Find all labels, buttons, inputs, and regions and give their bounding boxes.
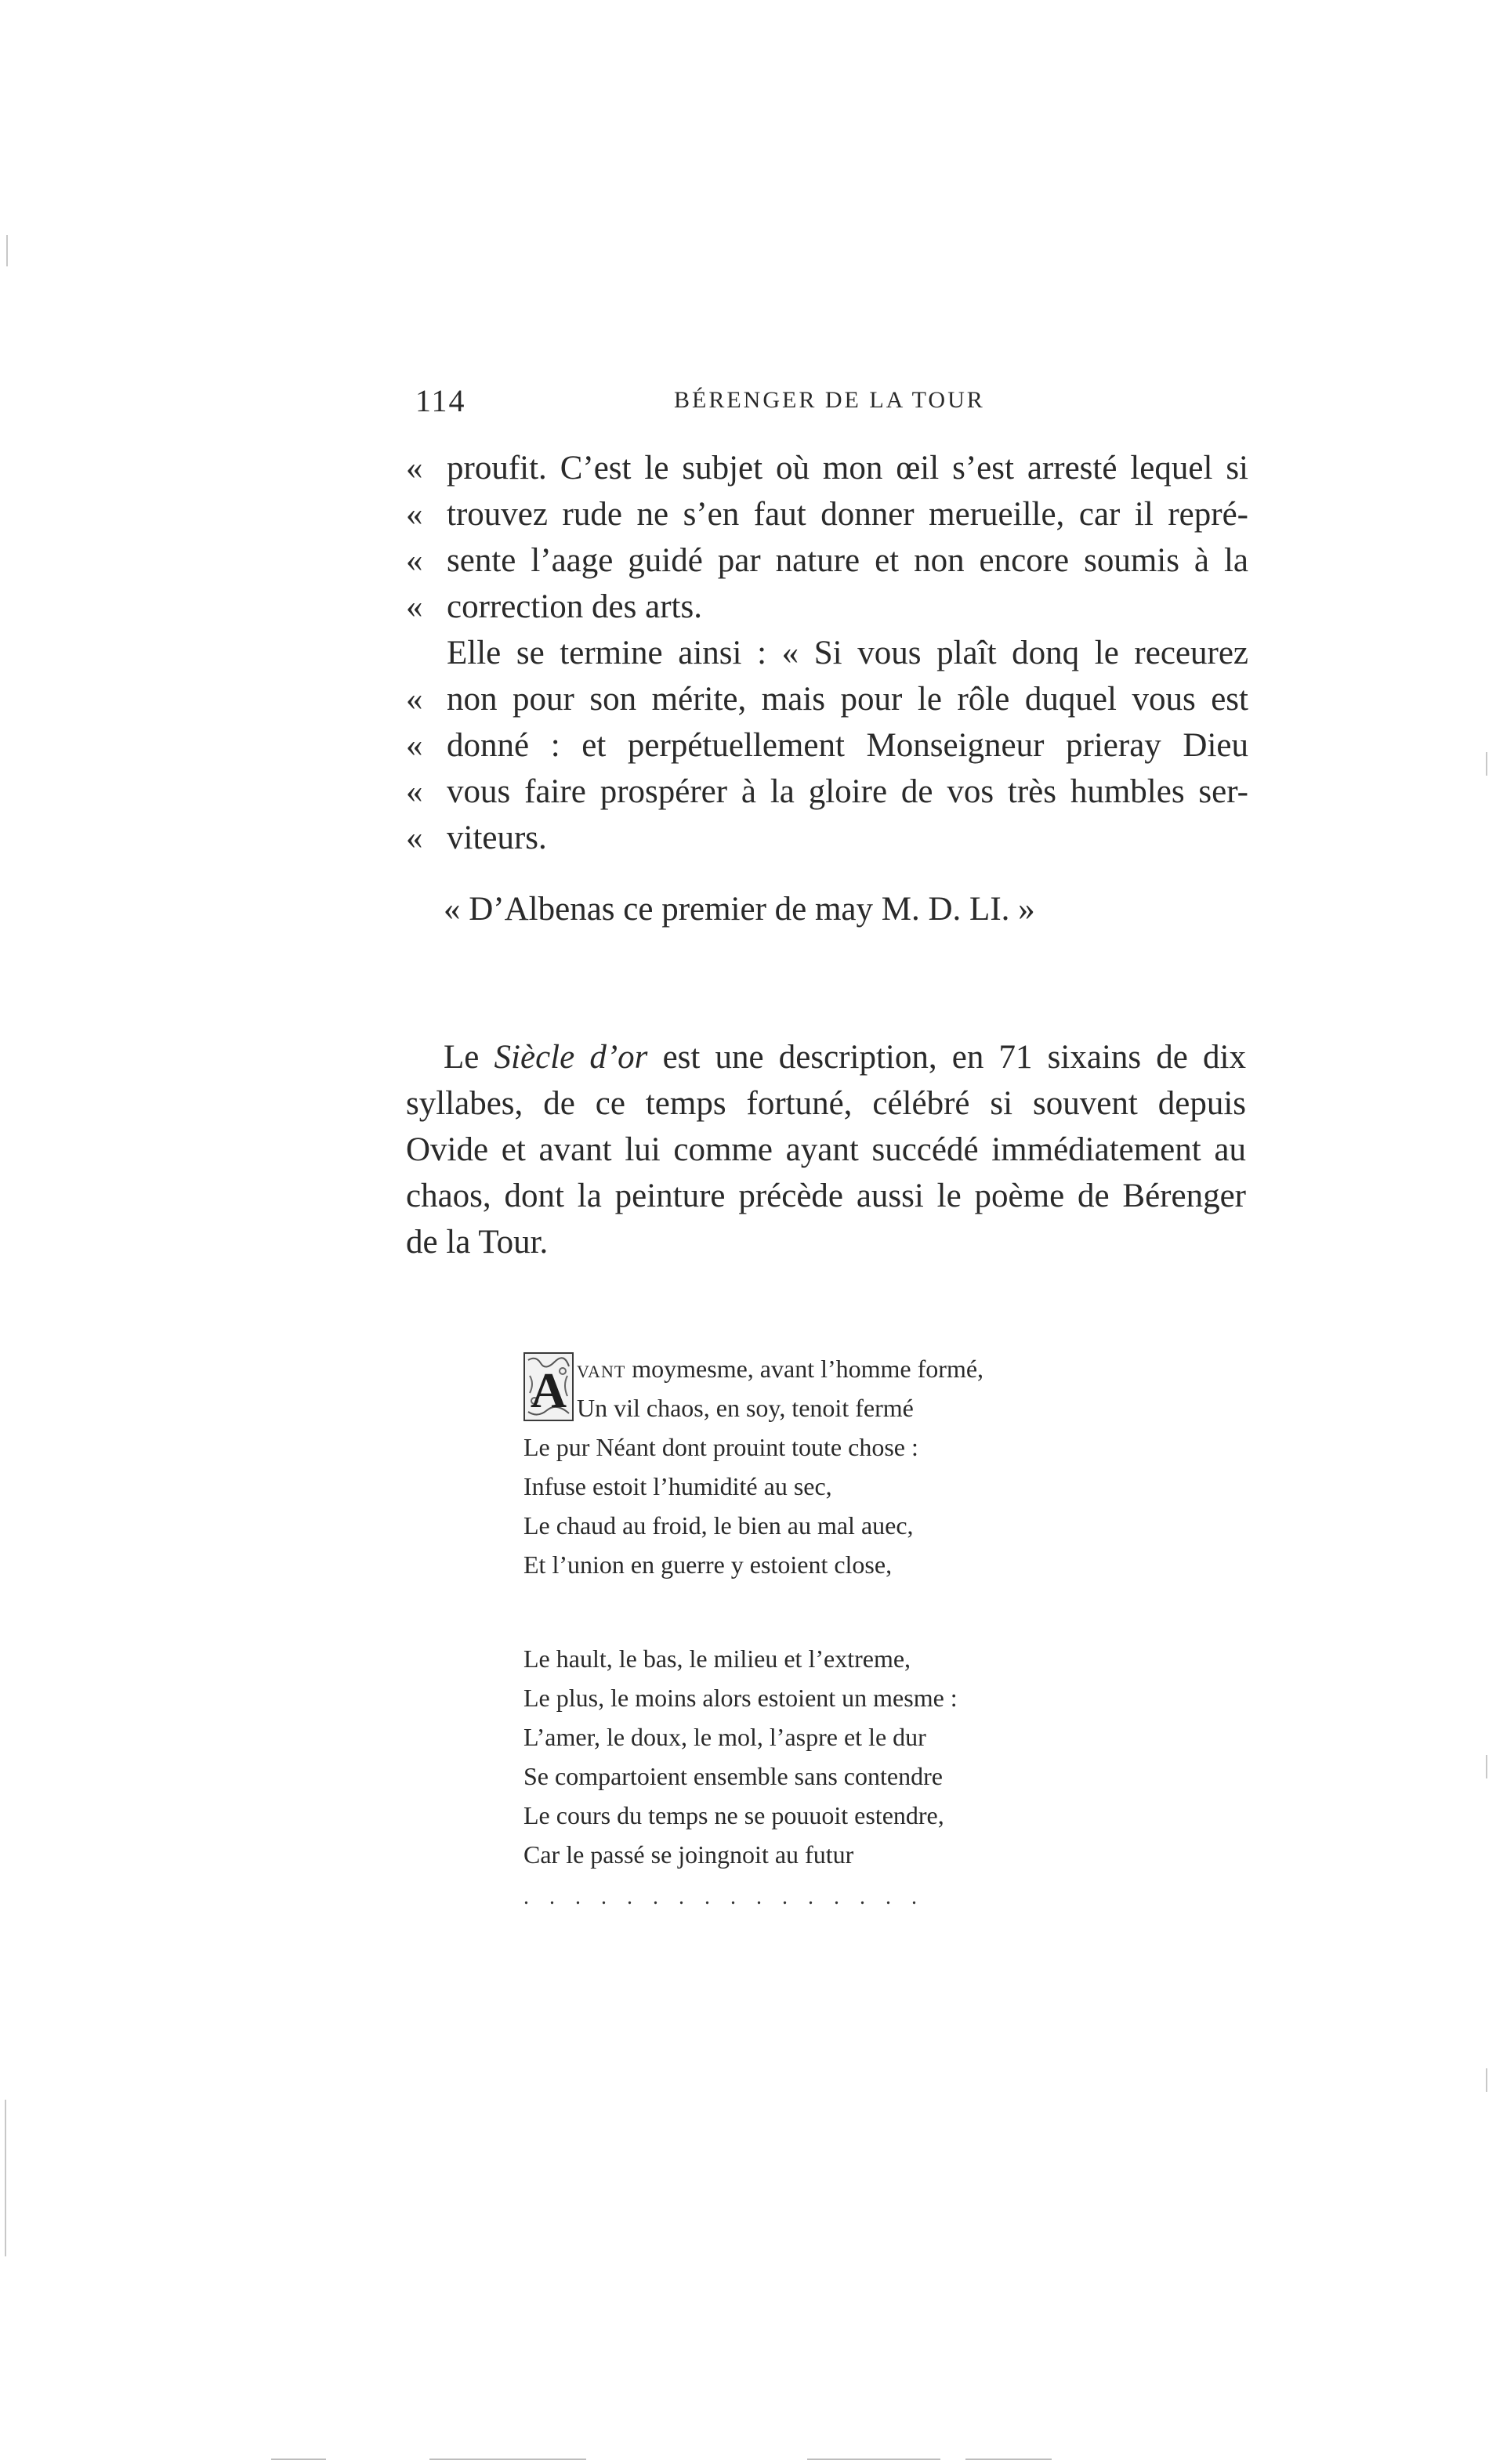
poem-verse: Et l’union en guerre y estoient close, [523, 1550, 893, 1579]
quote-mark: « [406, 450, 423, 487]
quote-mark: « [406, 727, 423, 764]
poem-verse: Car le passé se joingnoit au futur [523, 1840, 854, 1869]
quote-mark: « [406, 681, 423, 718]
poem-verse: Se compartoient ensemble sans contendre [523, 1762, 943, 1790]
body-paragraph [406, 1034, 1246, 1265]
quote-text: Elle se termine ainsi : « Si vous plaît donq le receurez [447, 635, 1248, 671]
scan-edge-line [965, 2459, 1052, 2460]
poem-verse: Un vil chaos, en soy, tenoit fermé [577, 1394, 914, 1422]
running-header [415, 382, 1199, 429]
poem-verse: Infuse estoit l’humidité au sec, [523, 1472, 832, 1500]
ornamental-dropcap [523, 1352, 574, 1421]
poem-verse: Le pur Néant dont prouint toute chose : [523, 1433, 918, 1461]
scan-edge-mark [5, 2100, 6, 2256]
quote-text: donné : et perpétuellement Monseigneur prieray Dieu [447, 727, 1248, 764]
poem-verse [523, 1349, 1119, 1388]
poem-verse: Le hault, le bas, le milieu et l’extreme, [523, 1644, 911, 1673]
verse-text: moymesme, avant l’homme formé, [625, 1355, 984, 1383]
quote-mark: « [406, 496, 423, 533]
quote-line [406, 722, 1248, 769]
quote-line [406, 676, 1248, 722]
scan-edge-line [807, 2459, 940, 2460]
paragraph-line [406, 1034, 1246, 1080]
verse-opening: vant [577, 1355, 626, 1383]
paragraph-text: Le [444, 1039, 494, 1076]
poem-excerpt [523, 1349, 1119, 1910]
quote-mark: « [406, 820, 423, 856]
quote-text: non pour son mérite, mais pour le rôle duquel vous est [447, 681, 1248, 718]
quoted-dedication [406, 445, 1248, 861]
quote-line [406, 630, 1248, 676]
running-title: BÉRENGER DE LA TOUR [674, 387, 985, 413]
work-title: Siècle d’or [494, 1039, 648, 1076]
quote-mark: « [406, 588, 423, 625]
scan-edge-mark [1486, 752, 1487, 776]
paragraph-line: chaos, dont la peinture précède aussi le poème de Bérenger [406, 1178, 1246, 1214]
poem-verse: L’amer, le doux, le mol, l’aspre et le dur [523, 1723, 926, 1751]
poem-verse: Le chaud au froid, le bien au mal auec, [523, 1511, 914, 1540]
poem-verse: Le cours du temps ne se pouuoit estendre, [523, 1801, 944, 1829]
omission-dots: ................ [523, 1885, 937, 1909]
paragraph-text: est une description, en 71 sixains de dix [647, 1039, 1246, 1076]
scan-edge-mark [6, 235, 8, 266]
paragraph-line: syllabes, de ce temps fortuné, célébré si souvent depuis [406, 1085, 1246, 1122]
quote-mark: « [406, 542, 423, 579]
quote-text: viteurs. [447, 820, 547, 856]
scan-edge-line [271, 2459, 326, 2460]
poem-stanza [523, 1639, 1119, 1874]
quote-line [406, 815, 1248, 861]
dropcap-letter: A [530, 1362, 567, 1418]
quote-text: correction des arts. [447, 588, 702, 625]
quote-text: proufit. C’est le subjet où mon œil s’est arresté lequel si [447, 450, 1248, 487]
paragraph-line: Ovide et avant lui comme ayant succédé immédiatement au [406, 1131, 1246, 1168]
scan-edge-mark [1486, 2068, 1487, 2092]
paragraph-line: de la Tour. [406, 1224, 549, 1261]
quote-line [406, 445, 1248, 491]
quote-line [406, 537, 1248, 584]
quote-text: trouvez rude ne s’en faut donner merueille, car il repré- [447, 496, 1248, 533]
quote-line [406, 491, 1248, 537]
scan-edge-mark [1486, 1755, 1487, 1778]
page-number: 114 [415, 383, 466, 418]
scan-edge-line [429, 2459, 586, 2460]
quote-text: vous faire prospérer à la gloire de vos très humbles ser- [447, 773, 1248, 810]
dedication-signature: « D’Albenas ce premier de may M. D. LI. » [444, 891, 1035, 928]
quote-line [406, 769, 1248, 815]
quote-text: sente l’aage guidé par nature et non encore soumis à la [447, 542, 1248, 579]
quote-mark: « [406, 773, 423, 810]
quote-line [406, 584, 1248, 630]
poem-verse: Le plus, le moins alors estoient un mesme : [523, 1684, 958, 1712]
